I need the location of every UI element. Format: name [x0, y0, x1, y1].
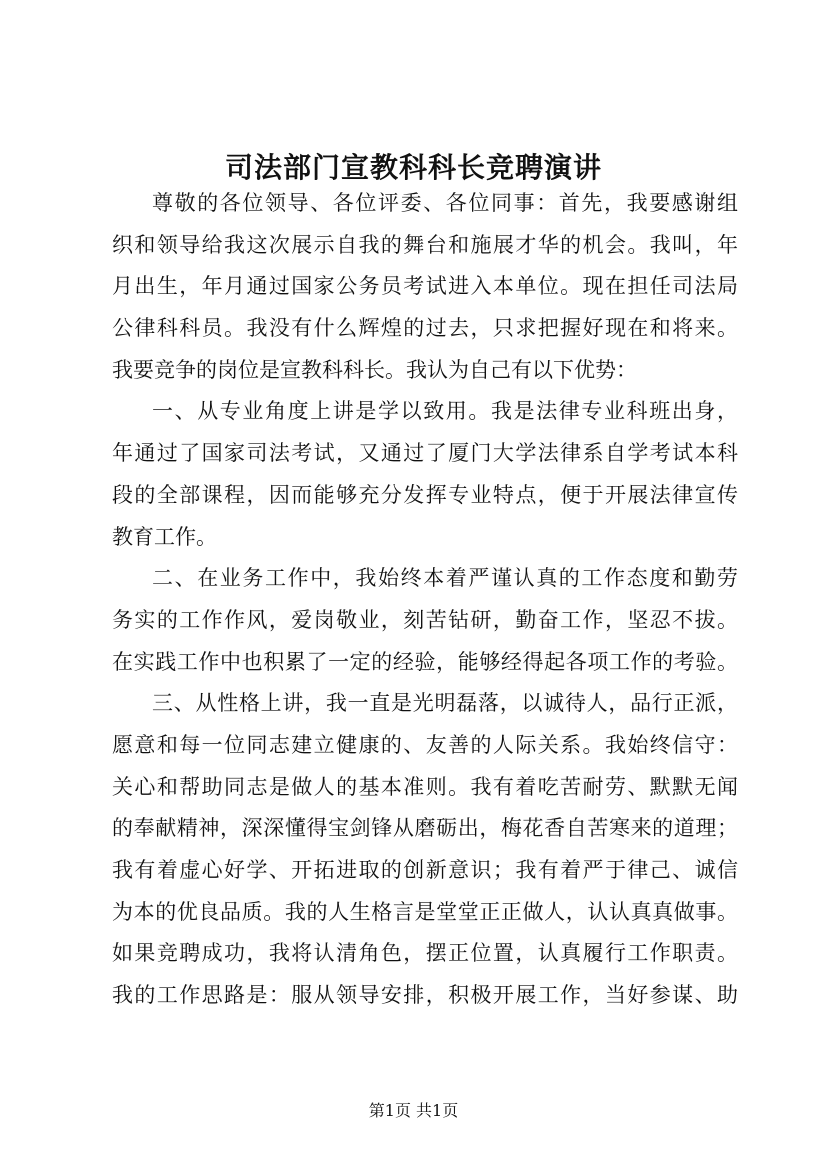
body-line: 为本的优良品质。我的人生格言是堂堂正正做人，认认真真做事。: [112, 899, 738, 924]
body-line: 关心和帮助同志是做人的基本准则。我有着吃苦耐劳、默默无闻: [112, 774, 738, 799]
body-line: 一、从专业角度上讲是学以致用。我是法律专业科班出身，: [152, 399, 738, 424]
body-line: 段的全部课程，因而能够充分发挥专业特点，便于开展法律宣传: [112, 482, 738, 507]
body-line: 二、在业务工作中，我始终本着严谨认真的工作态度和勤劳: [152, 566, 738, 591]
body-line: 三、从性格上讲，我一直是光明磊落，以诚待人，品行正派，: [152, 691, 738, 716]
page-footer: 第1页 共1页: [368, 1101, 459, 1120]
body-line: 尊敬的各位领导、各位评委、各位同事：首先，我要感谢组: [152, 191, 738, 215]
body-line: 月出生，年月通过国家公务员考试进入本单位。现在担任司法局: [112, 274, 738, 299]
body-line: 织和领导给我这次展示自我的舞台和施展才华的机会。我叫，年: [112, 232, 738, 257]
body-line: 我要竞争的岗位是宣教科科长。我认为自己有以下优势：: [112, 357, 637, 382]
body-line: 我的工作思路是：服从领导安排，积极开展工作，当好参谋、助: [112, 983, 738, 1008]
body-line: 我有着虚心好学、开拓进取的创新意识；我有着严于律己、诚信: [112, 858, 738, 882]
document-title: 司法部门宣教科科长竞聘演讲: [224, 151, 602, 184]
body-line: 在实践工作中也积累了一定的经验，能够经得起各项工作的考验。: [112, 649, 738, 674]
body-line: 公律科科员。我没有什么辉煌的过去，只求把握好现在和将来。: [112, 316, 738, 341]
body-line: 务实的工作作风，爱岗敬业，刻苦钻研，勤奋工作，坚忍不拔。: [112, 607, 738, 632]
body-line: 愿意和每一位同志建立健康的、友善的人际关系。我始终信守：: [112, 732, 738, 757]
body-line: 如果竞聘成功，我将认清角色，摆正位置，认真履行工作职责。: [112, 941, 738, 966]
body-line: 年通过了国家司法考试，又通过了厦门大学法律系自学考试本科: [112, 441, 738, 466]
body-line: 的奉献精神，深深懂得宝剑锋从磨砺出，梅花香自苦寒来的道理；: [112, 816, 738, 841]
document-body: [112, 183, 738, 1017]
body-line: 教育工作。: [112, 524, 217, 549]
